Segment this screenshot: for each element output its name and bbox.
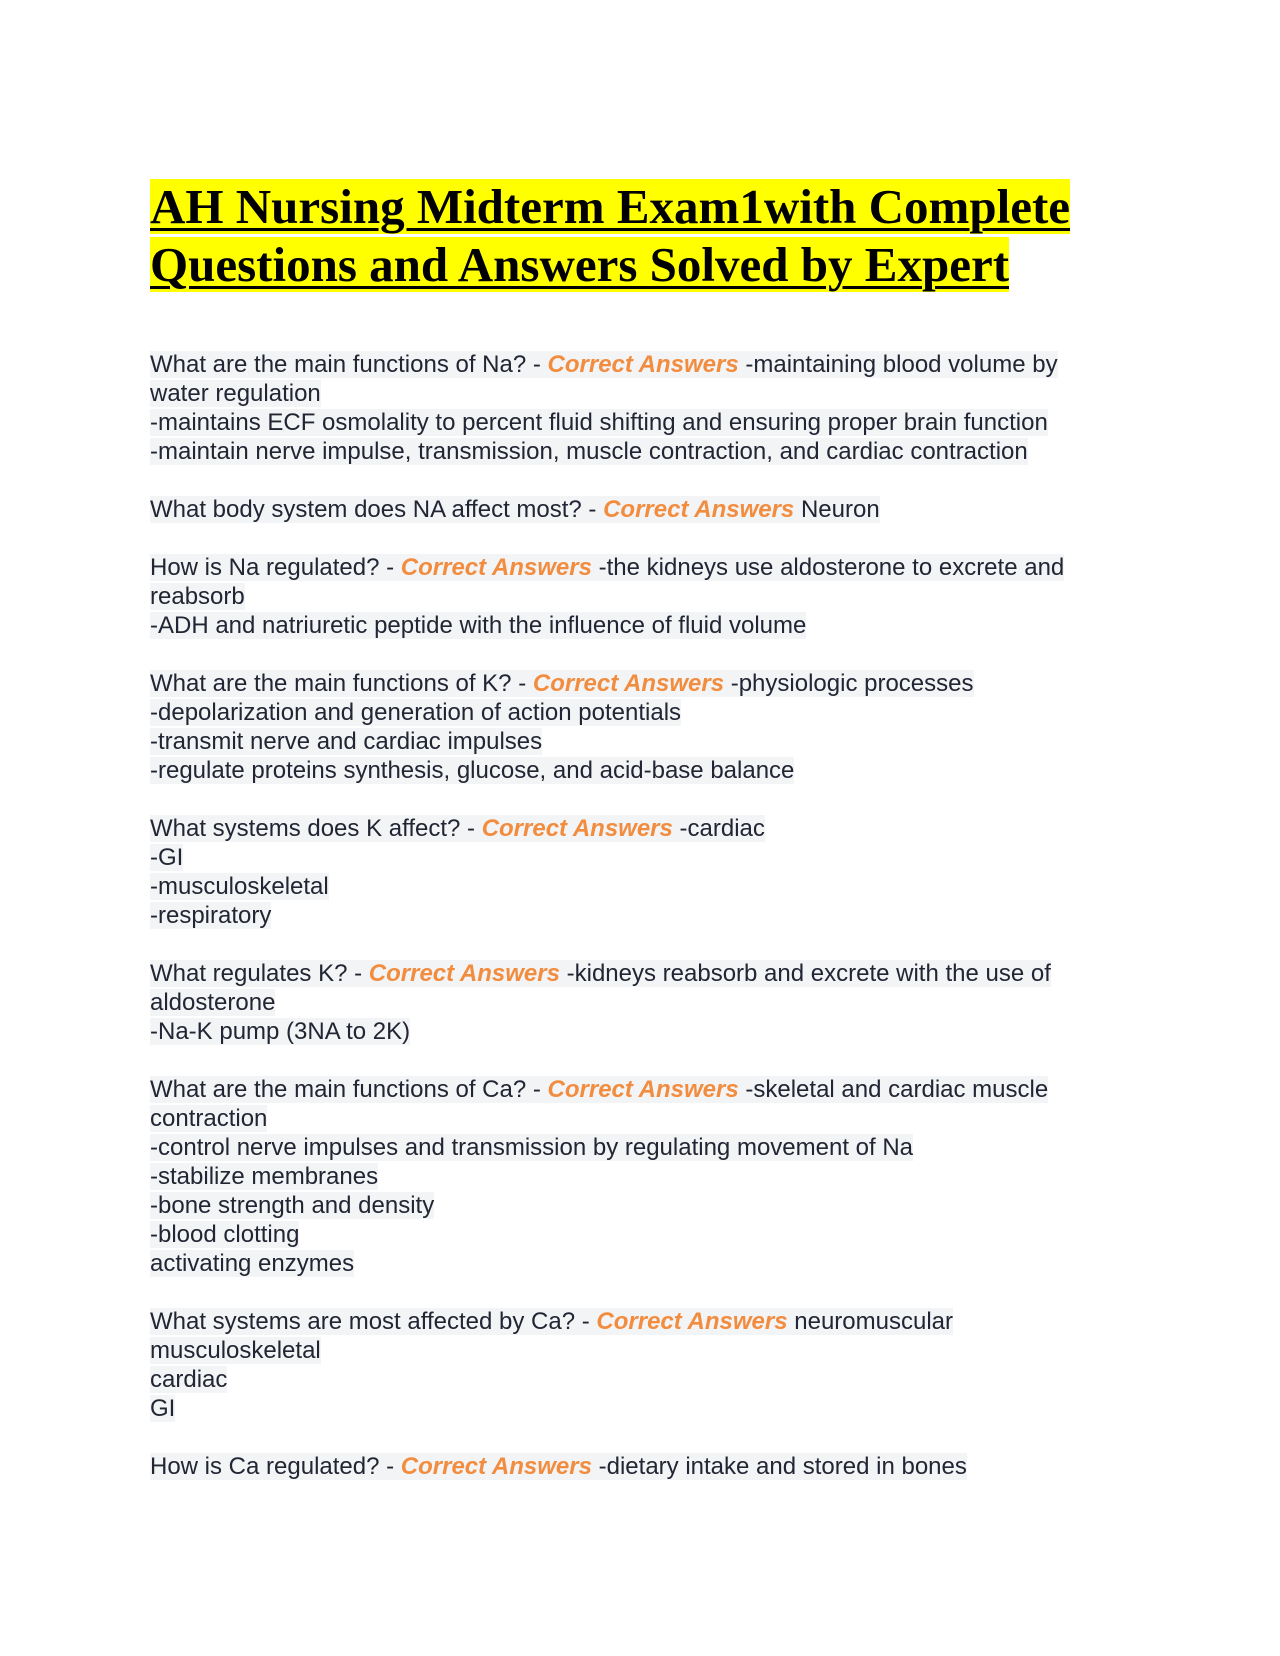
answer-text: neuromuscular: [787, 1308, 953, 1335]
correct-answers-label: Correct Answers: [400, 554, 592, 581]
qa-first-line: [150, 553, 1110, 611]
qa-item: [150, 959, 1110, 1046]
title-line: AH Nursing Midterm Exam1with Complete: [150, 179, 1071, 234]
qa-first-line: [150, 959, 1110, 1017]
qa-first-line: [150, 1452, 1110, 1481]
qa-item: [150, 553, 1110, 640]
answer-line-text: -Na-K pump (3NA to 2K): [150, 1018, 411, 1045]
qa-first-line-highlight: [150, 1308, 953, 1335]
document-title: [150, 178, 1110, 294]
correct-answers-label: Correct Answers: [368, 960, 560, 987]
answer-text: -dietary intake and stored in bones: [591, 1453, 967, 1480]
qa-first-line-highlight: [150, 960, 1051, 1016]
question-text: How is Na regulated? -: [150, 554, 401, 581]
question-text: What body system does NA affect most? -: [150, 496, 604, 523]
answer-line-text: musculoskeletal: [150, 1337, 321, 1364]
qa-item: [150, 669, 1110, 785]
qa-item: [150, 814, 1110, 930]
answer-text: Neuron: [794, 496, 880, 523]
answer-line: [150, 727, 1110, 756]
answer-text: -the kidneys use aldosterone to excrete and reabsorb: [150, 554, 1065, 610]
answer-line: [150, 1394, 1110, 1423]
answer-line-text: -bone strength and density: [150, 1192, 435, 1219]
qa-item: [150, 1075, 1110, 1278]
answer-line-text: -regulate proteins synthesis, glucose, and acid-base balance: [150, 757, 795, 784]
answer-line-text: -respiratory: [150, 902, 272, 929]
answer-line-text: -GI: [150, 844, 184, 871]
answer-line-text: -maintain nerve impulse, transmission, muscle contraction, and cardiac contraction: [150, 438, 1028, 465]
answer-line: [150, 1365, 1110, 1394]
qa-first-line: [150, 350, 1110, 408]
answer-line: [150, 1017, 1110, 1046]
correct-answers-label: Correct Answers: [532, 670, 725, 697]
correct-answers-label: Correct Answers: [547, 351, 739, 378]
answer-line: [150, 1191, 1110, 1220]
answer-line-text: -maintains ECF osmolality to percent fluid shifting and ensuring proper brain function: [150, 409, 1048, 436]
answer-line: [150, 1249, 1110, 1278]
answer-text: -kidneys reabsorb and excrete with the use of aldosterone: [150, 960, 1051, 1016]
answer-line-text: -control nerve impulses and transmission by regulating movement of Na: [150, 1134, 914, 1161]
answer-text: -maintaining blood volume by water regulation: [150, 351, 1058, 407]
question-text: What are the main functions of Ca? -: [150, 1076, 548, 1103]
qa-first-line-highlight: [150, 554, 1064, 610]
answer-line: [150, 611, 1110, 640]
qa-first-line-highlight: [150, 670, 974, 697]
answer-line-text: -stabilize membranes: [150, 1163, 379, 1190]
document-page: [150, 178, 1110, 1510]
qa-first-line: [150, 669, 1110, 698]
qa-item: [150, 350, 1110, 466]
qa-first-line-highlight: [150, 1453, 967, 1480]
answer-line: [150, 872, 1110, 901]
answer-line: [150, 843, 1110, 872]
answer-line: [150, 437, 1110, 466]
qa-item: [150, 1307, 1110, 1423]
question-text: What are the main functions of K? -: [150, 670, 533, 697]
qa-first-line-highlight: [150, 496, 880, 523]
qa-first-line: [150, 814, 1110, 843]
question-text: What are the main functions of Na? -: [150, 351, 548, 378]
answer-text: -physiologic processes: [724, 670, 974, 697]
answer-line: [150, 756, 1110, 785]
answer-line-text: -blood clotting: [150, 1221, 300, 1248]
correct-answers-label: Correct Answers: [603, 496, 795, 523]
answer-line: [150, 408, 1110, 437]
answer-line: [150, 1336, 1110, 1365]
answer-line: [150, 1133, 1110, 1162]
answer-line-text: -ADH and natriuretic peptide with the influence of fluid volume: [150, 612, 807, 639]
correct-answers-label: Correct Answers: [400, 1453, 592, 1480]
qa-first-line: [150, 1075, 1110, 1133]
qa-first-line-highlight: [150, 1076, 1048, 1132]
title-line: Questions and Answers Solved by Expert: [150, 237, 1010, 292]
answer-line: [150, 1220, 1110, 1249]
qa-first-line-highlight: [150, 815, 765, 842]
answer-line-text: activating enzymes: [150, 1250, 355, 1277]
answer-line: [150, 1162, 1110, 1191]
qa-first-line: [150, 495, 1110, 524]
question-text: What systems does K affect? -: [150, 815, 482, 842]
qa-first-line-highlight: [150, 351, 1058, 407]
correct-answers-label: Correct Answers: [481, 815, 673, 842]
answer-line-text: -transmit nerve and cardiac impulses: [150, 728, 543, 755]
qa-item: [150, 1452, 1110, 1481]
answer-line-text: cardiac: [150, 1366, 228, 1393]
answer-line-text: GI: [150, 1395, 176, 1422]
answer-text: -cardiac: [672, 815, 765, 842]
qa-first-line: [150, 1307, 1110, 1336]
answer-line: [150, 901, 1110, 930]
answer-line-text: -musculoskeletal: [150, 873, 329, 900]
correct-answers-label: Correct Answers: [596, 1308, 788, 1335]
answer-text: -skeletal and cardiac muscle contraction: [150, 1076, 1049, 1132]
answer-line: [150, 698, 1110, 727]
qa-item: [150, 495, 1110, 524]
question-text: What regulates K? -: [150, 960, 369, 987]
correct-answers-label: Correct Answers: [547, 1076, 739, 1103]
question-text: How is Ca regulated? -: [150, 1453, 401, 1480]
qa-list: [150, 350, 1110, 1481]
answer-line-text: -depolarization and generation of action potentials: [150, 699, 682, 726]
question-text: What systems are most affected by Ca? -: [150, 1308, 597, 1335]
